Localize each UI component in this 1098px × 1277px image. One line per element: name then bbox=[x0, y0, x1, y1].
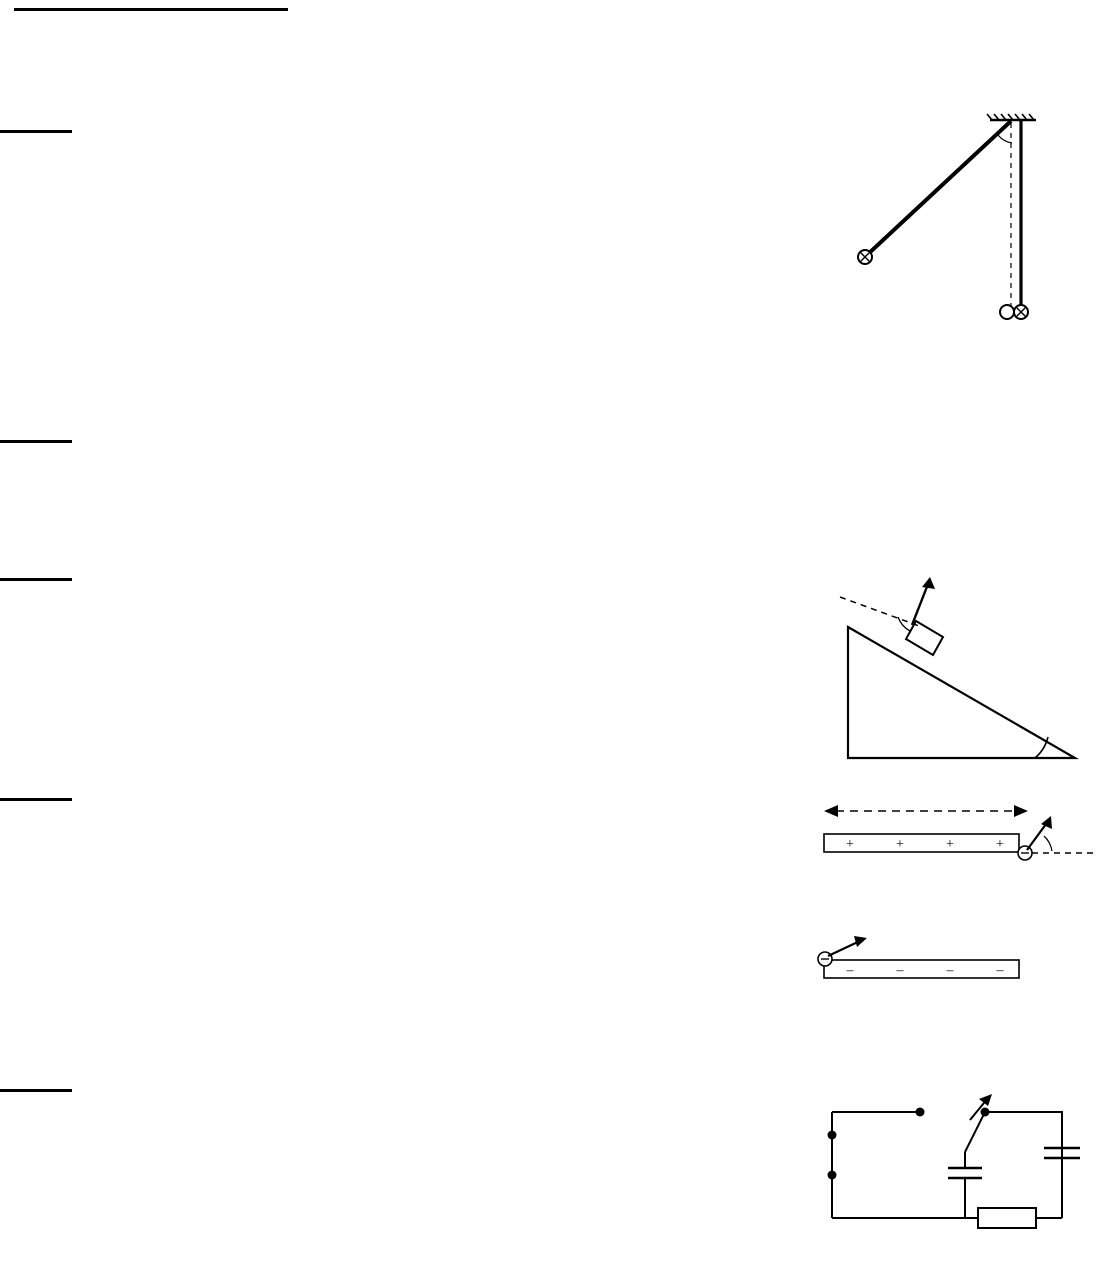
charge-sign-plus: + bbox=[896, 837, 904, 852]
question-rule-5 bbox=[0, 1089, 72, 1092]
charge-sign-minus: – bbox=[896, 963, 904, 978]
charge-sign-plus: + bbox=[946, 837, 954, 852]
question-rule-3 bbox=[0, 578, 72, 581]
circuit-diagram bbox=[820, 1090, 1085, 1230]
negatively-charged-rod-diagram bbox=[812, 928, 1032, 990]
charge-sign-minus: – bbox=[996, 963, 1004, 978]
inclined-plane-diagram bbox=[830, 565, 1085, 770]
header-rule bbox=[14, 8, 288, 11]
question-rule-2 bbox=[0, 440, 72, 443]
charge-sign-plus: + bbox=[996, 837, 1004, 852]
pendulum-bob-raised bbox=[858, 250, 872, 264]
question-rule-1 bbox=[0, 130, 72, 133]
question-rule-4 bbox=[0, 798, 72, 801]
pendulum-bob-lowest bbox=[1000, 305, 1028, 319]
charge-sign-plus: + bbox=[846, 837, 854, 852]
positively-charged-rod-diagram bbox=[812, 796, 1098, 886]
pendulum-diagram bbox=[840, 105, 1070, 345]
charge-sign-minus: – bbox=[846, 963, 854, 978]
charge-sign-minus: – bbox=[946, 963, 954, 978]
